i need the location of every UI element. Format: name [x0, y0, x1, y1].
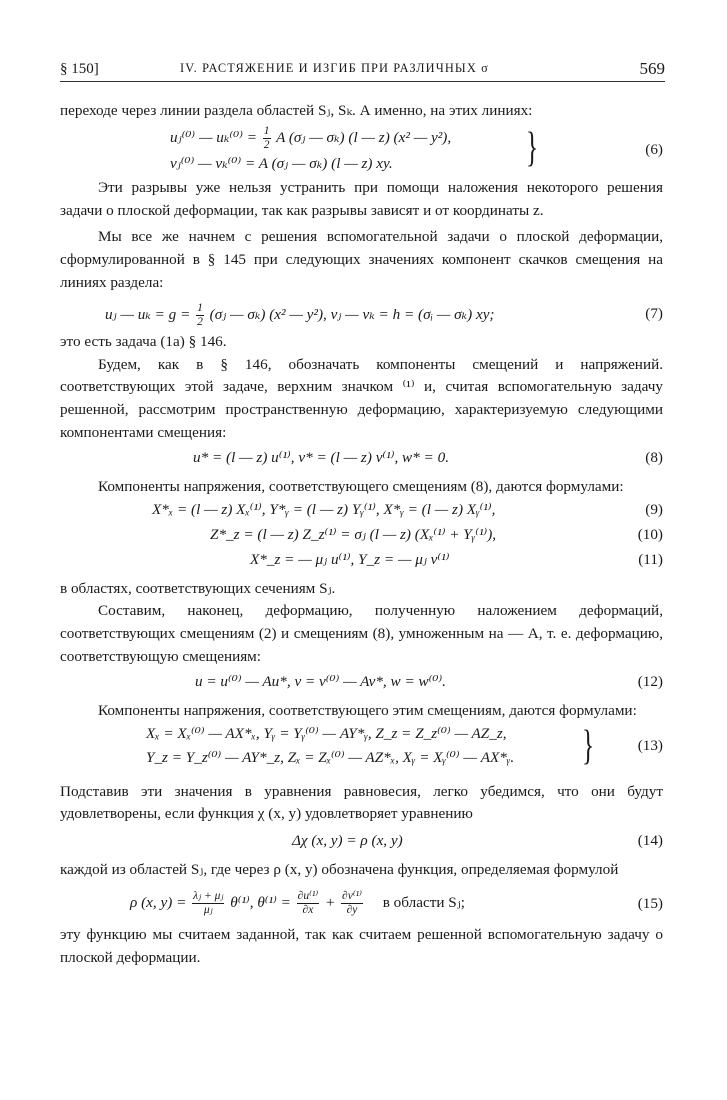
section-marker: § 150]	[60, 61, 99, 77]
equation-10	[60, 524, 663, 549]
eq15-plus: +	[324, 894, 336, 912]
eq6-fraction: $\frac{1}{2}$	[263, 124, 270, 152]
eq7-rhs: (σⱼ — σₖ) (x² — y²), vⱼ — vₖ = h = (σᵢ — σₖ) xy;	[209, 305, 495, 323]
chapter-title: IV. РАСТЯЖЕНИЕ И ИЗГИБ ПРИ РАЗЛИЧНЫХ σ	[180, 61, 489, 75]
paragraph: Будем, как в § 146, обозначать компоненты смещений и напряжений. соответствующих этой задаче, верхним значком ⁽¹⁾ и, считая вспомогательную задачу решенной, рассмотрим пространственную деформацию, характеризуемую следующими компонентами смещения:	[60, 355, 663, 441]
equation-11	[60, 549, 663, 574]
equation-number: (12)	[637, 672, 663, 690]
eq15-mid: θ⁽¹⁾, θ⁽¹⁾ =	[230, 894, 291, 912]
eq15-lhs: ρ (x, y) =	[130, 894, 187, 912]
equation-number: (6)	[645, 140, 663, 158]
eq15-fraction-1: $\frac{\text{λⱼ + μⱼ}}{\text{μⱼ}}$	[193, 889, 224, 917]
eq7-fraction: $\frac{1}{2}$	[197, 301, 203, 328]
paragraph: это есть задача (1a) § 146.	[60, 332, 227, 350]
eq14-expression: Δχ (x, y) = ρ (x, y)	[292, 832, 403, 850]
equation-8	[60, 447, 663, 472]
equation-number: (8)	[645, 448, 663, 466]
right-brace: }	[582, 722, 595, 769]
page-number: 569	[639, 59, 665, 78]
equation-9	[60, 499, 663, 524]
eq10-expression: Z*_z = (l — z) Z_z⁽¹⁾ = σⱼ (l — z) (Xₓ⁽¹⁾ + Yᵧ⁽¹⁾),	[210, 525, 497, 543]
eq15-fraction-2: $\frac{\text{∂u⁽¹⁾}}{\partial x}$	[297, 889, 319, 917]
equation-number: (10)	[637, 525, 663, 543]
paragraph: каждой из областей Sⱼ, где через ρ (x, y) обозначена функция, определяемая формулой	[60, 861, 619, 879]
equation-number: (7)	[645, 304, 663, 322]
paragraph: переходе через линии раздела областей Sⱼ, Sₖ. А именно, на этих линиях:	[60, 102, 533, 119]
eq6-line2: vⱼ⁽⁰⁾ — vₖ⁽⁰⁾ = A (σⱼ — σₖ) (l — z) xy.	[170, 154, 393, 172]
equation-number: (14)	[637, 832, 663, 850]
equation-6	[60, 123, 663, 177]
paragraph: Компоненты напряжения, соответствующего смещениям (8), даются формулами:	[98, 477, 624, 495]
paragraph: Мы все же начнем с решения вспомогательной задачи о плоской деформации, сформулированной в § 145 при следующих значениях компонент скачков смещения на линиях раздела:	[60, 228, 663, 291]
eq6-line1-rhs: A (σⱼ — σₖ) (l — z) (x² — y²),	[276, 129, 452, 146]
paragraph: Эти разрывы уже нельзя устранить при помощи наложения некоторого решения задачи о плоской деформации, так как разрывы зависят и от координаты z.	[60, 178, 663, 219]
equation-number: (11)	[638, 550, 663, 568]
eq6-line1-lhs: uⱼ⁽⁰⁾ — uₖ⁽⁰⁾ =	[170, 129, 257, 146]
equation-number: (13)	[637, 736, 663, 754]
page-body	[60, 100, 663, 970]
eq12-expression: u = u⁽⁰⁾ — Au*, v = v⁽⁰⁾ — Av*, w = w⁽⁰⁾.	[195, 672, 446, 690]
equation-number: (9)	[645, 500, 663, 518]
eq7-lhs: uⱼ — uₖ = g =	[105, 305, 191, 323]
header-rule	[60, 81, 665, 82]
paragraph: в областях, соответствующих сечениям Sⱼ.	[60, 579, 336, 597]
paragraph: Компоненты напряжения, соответствующего этим смещениям, даются формулами:	[98, 701, 637, 719]
equation-12	[60, 671, 663, 696]
eq15-fraction-3: $\frac{\text{∂v⁽¹⁾}}{\partial y}$	[342, 889, 362, 917]
equation-15	[60, 886, 663, 924]
equation-14	[60, 830, 663, 855]
paragraph: Подставив эти значения в уравнения равновесия, легко убедимся, что они будут удовлетворены, если функция χ (x, y) удовлетворяет уравнению	[60, 782, 663, 823]
eq9-expression: X*ₓ = (l — z) Xₓ⁽¹⁾, Y*ᵧ = (l — z) Yᵧ⁽¹⁾, X*ᵧ = (l — z) Xᵧ⁽¹⁾,	[152, 500, 496, 518]
right-brace: }	[526, 124, 539, 171]
paragraph: Составим, наконец, деформацию, полученную наложением деформаций, соответствующих смещениям (2) и смещениям (8), умноженным на — A, т. е. деформацию, соответствующую смещениям:	[60, 602, 663, 665]
running-header	[60, 58, 665, 80]
eq8-expression: u* = (l — z) u⁽¹⁾, v* = (l — z) v⁽¹⁾, w* = 0.	[193, 448, 449, 466]
paragraph: эту функцию мы считаем заданной, так как считаем решенной вспомогательную задачу о плоской деформации.	[60, 925, 663, 966]
eq13-line2: Y_z = Y_z⁽⁰⁾ — AY*_z, Zₓ = Zₓ⁽⁰⁾ — AZ*ₓ, Xᵧ = Xᵧ⁽⁰⁾ — AX*ᵧ.	[146, 748, 515, 766]
eq13-line1: Xₓ = Xₓ⁽⁰⁾ — AX*ₓ, Yᵧ = Yᵧ⁽⁰⁾ — AY*ᵧ, Z_z = Z_z⁽⁰⁾ — AZ_z,	[146, 724, 507, 742]
equation-number: (15)	[637, 894, 663, 912]
eq15-tail: в области Sⱼ;	[382, 894, 465, 912]
equation-7	[60, 299, 663, 331]
equation-13	[60, 723, 663, 775]
eq11-expression: X*_z = — μⱼ u⁽¹⁾, Y_z = — μⱼ v⁽¹⁾	[250, 550, 450, 568]
